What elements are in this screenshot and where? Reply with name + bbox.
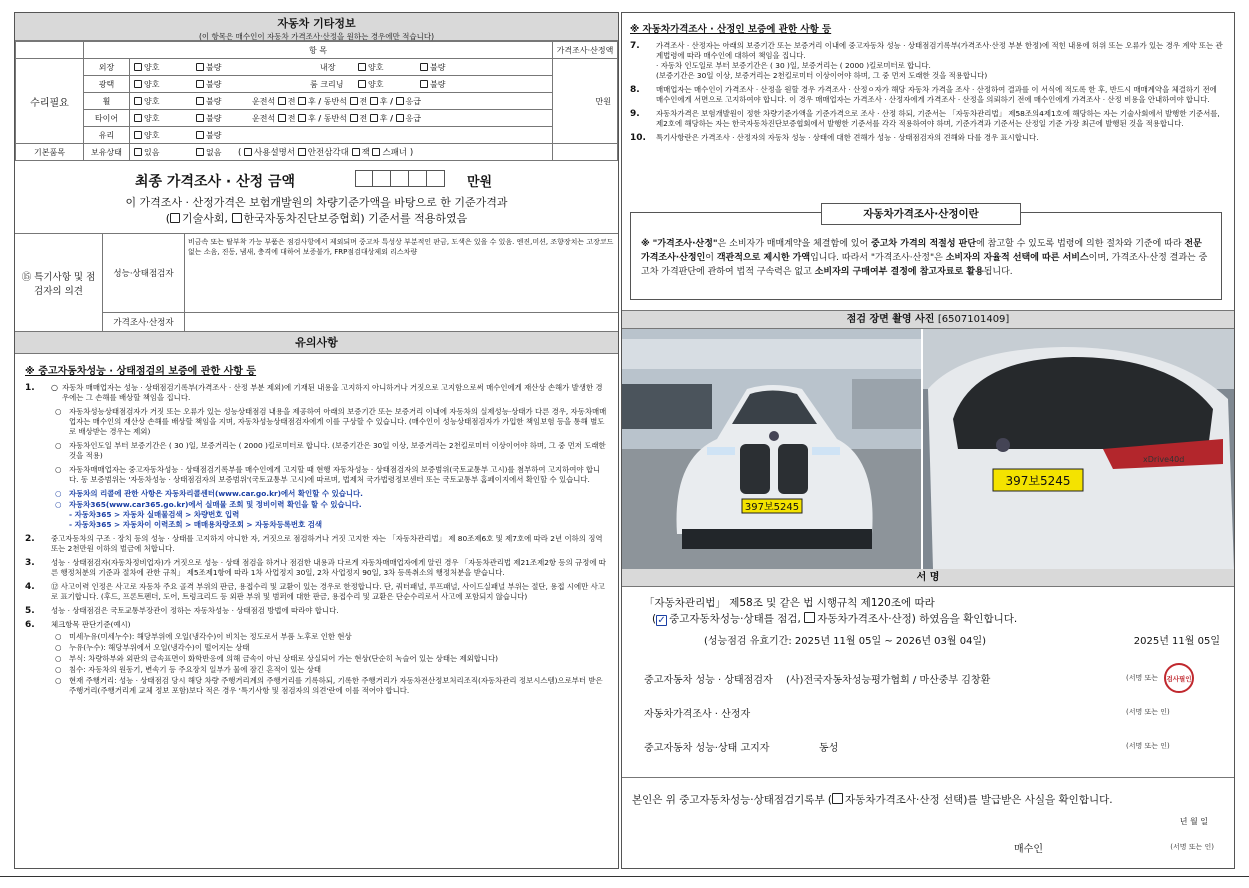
row-owned: 보유상태: [84, 144, 130, 161]
glass-good-checkbox[interactable]: [134, 131, 142, 139]
special-label: ⑮ 특기사항 및 점검자의 의견: [15, 234, 103, 331]
polish-good-checkbox[interactable]: [134, 80, 142, 88]
polish-options: 양호 불량 룸 크리닝 양호 불량: [130, 76, 553, 93]
wheel-emergency-checkbox[interactable]: [396, 97, 404, 105]
notifier-sign-row: 중고자동차 성능·상태 고지자 동성 (서명 또는 인): [644, 729, 1220, 763]
row-wheel: 휠: [84, 93, 130, 110]
appraise-checkbox[interactable]: [804, 612, 815, 623]
inspect-checkbox[interactable]: ✓: [657, 615, 666, 626]
glass-bad-checkbox[interactable]: [196, 131, 204, 139]
row-tire: 타이어: [84, 110, 130, 127]
owned-yes-checkbox[interactable]: [134, 148, 142, 156]
tire-good-checkbox[interactable]: [134, 114, 142, 122]
wheel-options: 양호 불량 운전석 전 후 / 동반석 전 후 / 응급: [130, 93, 553, 110]
other-info-subtitle: (이 항목은 매수인이 자동차 가격조사·산정을 원하는 경우에만 적습니다): [198, 32, 435, 41]
wheel-good-checkbox[interactable]: [134, 97, 142, 105]
sign-date: 2025년 11월 05일: [1133, 636, 1220, 647]
buyer-date: 년 월 일: [1179, 817, 1208, 826]
car365-link[interactable]: ○ 자동차365(www.car365.go.kr)에서 실매물 조회 및 정비이력 확인을 할 수 있습니다.: [55, 500, 362, 509]
row-room: 룸 크리닝: [310, 80, 344, 89]
guarantee-title: ※ 중고자동차성능 · 상태점검의 보증에 관한 사항 등: [25, 366, 257, 377]
owned-options: 있음 없음 ( 사용설명서 안전삼각대 잭 스패너 ): [130, 144, 553, 161]
exterior-good-checkbox[interactable]: [134, 63, 142, 71]
rear-car-photo: [923, 329, 1234, 569]
final-price-boxes[interactable]: [355, 170, 445, 187]
inspector-name: (사)전국자동차성능평가협회 / 마산중부 김창환: [786, 674, 991, 686]
row-glass: 유리: [84, 127, 130, 144]
wheel-pass-front-checkbox[interactable]: [350, 97, 358, 105]
price-guarantee-section: ※ 자동차가격조사 · 산정인 보증에 관한 사항 등 7. 가격조사 · 산정자는 아래의 보증기간 또는 보증거리 이내에 중고자동차 성능 · 상태점검기록부(가격조사·산정 부분 한정)에 적힌 내용에 허위 또는 오류가 있는 경우 계약 또는 관계법령에 따라 매수인에 대하여 책임을 집니다. · 자동차 인도일로 부터 보증기간은 ( 30 )일, 보증거리는 ( 2000 )킬로미터로 합니다. (보증기간은 30일 이상, 보증거리는 2천킬로미터 이상이어야 하며, 그 중 먼저 도래한 것을 적용합니다) 8. 매매업자는 매수인이 가격조사 · 산정을 원할 경우 가격조사 · 산정ㅇ자가 해당 자동차 가격을 조사 · 산정하여 결과를 이 서식에 적도록 한 후, 반드시 매매계약을 체결하기 전에 매수인에게 서면으로 고지하여야 합니다. 이 경우 매매업자는 가격조사 · 산정자에게 가격조사 · 산정을 의뢰하기 전에 매수인에게 가격조사 · 산정 비용을 안내하여야 합니다. 9. 자동차가격은 보험개발원이 정한 차량기준가액을 기준가격으로 조사 · 산정 하되, 기준서는 「자동차관리법」 제58조의4제1호에 해당하는 자는 기술사회에서 발행한 기준서를, 제2호에 해당하는 자는 한국자동차진단보증협회에서 발행한 기준서를 각각 적용하여야 하며, 기준가격과 기준서는 산정일 기준 가장 최근에 발행된 것을 적용합니다. 10. 특기사항란은 가격조사 · 산정자의 자동차 성능 · 상태에 대한 견해가 성능 · 상태점검자의 견해와 다를 경우 표시합니다. 자동차가격조사·산정이란 ※ "가격조사·산정"은 소비자가 매매계약을 체결함에 있어 중고차 가격의 적절성 판단에 참고할 수 있도록 법령에 의한 절차와 기준에 따라 전문 가격조사·산정인이 객관적으로 제시한 가액입니다. 따라서 "가격조사·산정"은 소비자의 자율적 선택에 따른 서비스이며, 가격조사·산정 결과는 중고차 가격판단에 관하여 법적 구속력은 없고 소비자의 구매여부 결정에 참고자료로 활용됩니다.: [622, 13, 1234, 311]
valid-period: (성능점검 유효기간: 2025년 11월 05일 ~ 2026년 03월 04일): [704, 636, 987, 647]
definition-box: [630, 208, 1222, 300]
appraiser-sign-row: 자동차가격조사 · 산정자 (서명 또는 인): [644, 708, 1170, 720]
row-polish: 광택: [84, 76, 130, 93]
jack-checkbox[interactable]: [352, 148, 360, 156]
recall-link[interactable]: ○ 자동차의 리콜에 관한 사항은 자동차리콜센터(www.car.go.kr)에서 확인할 수 있습니다.: [55, 489, 363, 498]
triangle-checkbox[interactable]: [298, 148, 306, 156]
left-panel: [14, 12, 619, 869]
notifier-name: 동성: [819, 742, 839, 754]
bottom-rule: [0, 876, 1249, 877]
inspector-label: 성능·상태점검자: [103, 234, 185, 312]
sign-section: 「자동차관리법」 제58조 및 같은 법 시행규칙 제120조에 따라 (✓ 중고자동차성능·상태를 점검, 자동차가격조사·산정) 하였음을 확인합니다. (성능점검 유효기간: 2025년 11월 05일 ~ 2026년 03월 04일) 2025년 11월 05일 중고자동차 성능 · 상태점검자 (사)전국자동차성능평가협회 / 마산중부 김창환 (서명 또는 검사필인 자동차가격조사 · 산정자 (서명 또는 인) 중고자동차 성능·상태 고지자 동성 (서명 또는 인): [622, 587, 1234, 778]
row-interior: 내장: [320, 63, 336, 72]
front-plate: 397보5245: [744, 502, 800, 513]
room-bad-checkbox[interactable]: [420, 80, 428, 88]
tech-society-checkbox[interactable]: [170, 213, 180, 223]
right-panel: [621, 12, 1235, 869]
tire-bad-checkbox[interactable]: [196, 114, 204, 122]
caution-item-5: 5. 성능 · 상태점검은 국토교통부장관이 정하는 자동차성능 · 상태점검 방법에 따라야 합니다.: [25, 606, 339, 616]
buyer-section: 본인은 위 중고자동차성능·상태점검기록부 ( 자동차가격조사·산정 선택)를 발급받은 사실을 확인합니다. 년 월 일 매수인 (서명 또는 인): [632, 794, 1214, 855]
caution-item-3: 3. 성능 · 상태점검자(자동차정비업자)가 거짓으로 성능 · 상태 점검을 하거나 점검한 내용과 다르게 자동차매매업자에게 알린 경우 「자동차관리법 제21조제2항 등의 규정에 따른 행정처분의 기준과 절차에 관한 규칙」 제5조제1항에 따라 1차 사업정지 30일, 2차 사업정지 90일, 3차 등록취소의 행정처분을 받습니다.: [25, 558, 606, 577]
spanner-checkbox[interactable]: [372, 148, 380, 156]
interior-good-checkbox[interactable]: [358, 63, 366, 71]
photo-row: [622, 329, 1234, 569]
row-exterior: 외장: [84, 59, 130, 76]
tire-driver-rear-checkbox[interactable]: [298, 114, 306, 122]
special-notes: [15, 234, 618, 332]
front-car-image: [622, 329, 923, 569]
basic-label: 기본품목: [16, 144, 84, 161]
tire-options: 양호 불량 운전석 전 후 / 동반석 전 후 / 응급: [130, 110, 553, 127]
rear-model-badge: xDrive40d: [1143, 455, 1185, 464]
caution-body: ※ 중고자동차성능 · 상태점검의 보증에 관한 사항 등 1. ○ 자동차 매매업자는 성능 · 상태점검기록부(가격조사 · 산정 부분 제외)에 기재된 내용을 고지하지 아니하거나 거짓으로 고지함으로써 매수인에게 재산상 손해가 발생한 경우에는 그 손해를 배상할 책임을 집니다. ○ 자동차성능상태점검자가 거짓 또는 오류가 있는 성능상태점검 내용을 제공하여 아래의 보증기간 또는 보증거리 이내에 자동차의 실제성능·상태가 다른 경우, 자동차매매업자는 매수인의 재산상 손해를 배상할 책임을 지며, 자동차성능상태점검자에게 이를 구상할 수 있습니다. (매수인이 성능상태점검자가 가입한 책임보험 등을 통해 별도로 배상받는 경우는 제외) ○ 자동차인도일 부터 보증기간은 ( 30 )일, 보증거리는 ( 2000 )킬로미터로 합니다. (보증기간은 30일 이상, 보증거리는 2천킬로미터 이상이어야 하며, 그 중 먼저 도래한 것을 적용) ○ 자동차매매업자는 중고자동차성능 · 상태점검기록부를 매수인에게 고지할 때 현행 자동차성능 · 상태점검자의 보증범위(국토교통부 고시)를 첨부하여 고지하여야 합니다. 동 보증범위는 '자동차성능 · 상태점검자의 보증범위'(국토교통부 고시)에 따르며, 법제처 국가법령정보센터 또는 국토교통부 홈페이지에서 확인할 수 있습니다. ○ 자동차의 리콜에 관한 사항은 자동차리콜센터(www.car.go.kr)에서 확인할 수 있습니다. ○ 자동차365(www.car365.go.kr)에서 실매물 조회 및 정비이력 확인을 할 수 있습니다. - 자동차365 > 자동차 실매물검색 > 차량번호 입력 - 자동차365 > 자동차이 이력조회 > 매매용차량조회 > 자동차등록번호 검색 2. 중고자동차의 구조 · 장치 등의 성능 · 상태를 고지하지 아니한 자, 거짓으로 점검하거나 거짓 고지한 자는 「자동차관리법」 제 80조제6호 및 제7호에 따라 2년 이하의 징역 또는 2천만원 이하의 벌금에 처합니다. 3. 성능 · 상태점검자(자동차정비업자)가 거짓으로 성능 · 상태 점검을 하거나 점검한 내용과 다르게 자동차매매업자에게 알린 경우 「자동차관리법 제21조제2항 등의 규정에 따른 행정처분의 기준과 절차에 관한 규칙」 제5조제1항에 따라 1차 사업정지 30일, 2차 사업정지 90일, 3차 등록취소의 행정처분을 받습니다. 4. ⑫ 사고이력 인정은 사고로 자동차 주요 골격 부위의 판금, 용접수리 및 교환이 있는 경우로 한정합니다. 단, 쿼터패널, 루프패널, 사이드실패널 부위는 절단, 용접 시에만 사고로 표기합니다. (후드, 프론트펜더, 도어, 트렁크리드 등 외판 부위 및 범퍼에 대한 판금, 용접수리 및 교환은 단순수리로서 사고에 포함되지 않습니다) 5. 성능 · 상태점검은 국토교통부장관이 정하는 자동차성능 · 상태점검 방법에 따라야 합니다. 6. 체크항목 판단기준(예시) ○ 미세누유(미세누수): 해당부위에 오일(냉각수)이 비치는 정도로서 부품 노후로 인한 현상 ○ 누유(누수): 해당부위에서 오일(냉각수)이 떨어지는 상태 ○ 부식: 차량하부와 외판의 금속표면이 화학반응에 의해 금속이 아닌 상태로 상실되어 가는 현상(단순히 녹슬어 있는 상태는 제외합니다) ○ 침수: 자동차의 원동기, 변속기 등 주요장치 일부가 물에 잠긴 흔적이 있는 상태 ○ 현재 주행거리: 성능 · 상태점검 당시 해당 차량 주행거리계의 주행거리를 기록하되, 기록한 주행거리가 자동차전산정보처리조직(자동차관리 정보시스템)으로부터 받은 주행거리(주행거리계 교체 정보 포함)보다 적은 경우 '특기사항 및 점검자의 의견'란에 이를 적어야 합니다.: [15, 354, 618, 696]
wheel-bad-checkbox[interactable]: [196, 97, 204, 105]
tire-driver-front-checkbox[interactable]: [278, 114, 286, 122]
appraiser-opinion[interactable]: [185, 313, 618, 331]
sign-header: 서 명: [622, 569, 1234, 587]
appraiser-label: 가격조사·산정자: [103, 313, 185, 331]
photo-header: [622, 311, 1234, 329]
caution-item-6: 6. 체크항목 판단기준(예시): [25, 620, 131, 630]
buyer-appraise-checkbox[interactable]: [832, 793, 843, 804]
price-unit: 만원: [553, 59, 618, 144]
tire-pass-rear-checkbox[interactable]: [370, 114, 378, 122]
inspection-stamp: 검사필인: [1164, 663, 1194, 693]
rear-car-image: [923, 329, 1234, 569]
price-guarantee-title: ※ 자동차가격조사 · 산정인 보증에 관한 사항 등: [630, 24, 832, 35]
glass-options: 양호 불량: [130, 127, 553, 144]
other-info-table: [15, 41, 618, 161]
caution-header: 유의사항: [15, 332, 618, 354]
other-info-header: [15, 13, 618, 41]
final-price-unit: 만원: [467, 175, 493, 190]
polish-bad-checkbox[interactable]: [196, 80, 204, 88]
buyer-label: 매수인: [1014, 844, 1043, 855]
room-good-checkbox[interactable]: [358, 80, 366, 88]
final-price-section: 최종 가격조사 · 산정 금액 만원 이 가격조사 · 산정가격은 보험개발원의 차량기준가액을 바탕으로 한 기준가격과 ( 기술사회, 한국자동차진단보증협회) 기준서를 적용하였음: [15, 161, 618, 234]
special-text: 비금속 또는 탈부착 가능 부품은 점검사항에서 제외되며 중고차 특성상 부분적인 판금, 도색은 있을 수 있음. 엔진,미션, 조향장치는 고장코드없는 소음, 진동, 냄새, 충격에 대하여 보증불가, FRP점검대상제외 리스차량: [188, 238, 614, 256]
manual-checkbox[interactable]: [244, 148, 252, 156]
caution-item-1: 1. ○ 자동차 매매업자는 성능 · 상태점검기록부(가격조사 · 산정 부분 제외)에 기재된 내용을 고지하지 아니하거나 거짓으로 고지함으로써 매수인에게 재산상 손해가 발생한 경우에는 그 손해를 배상할 책임을 집니다.: [25, 383, 603, 402]
definition-text: ※ "가격조사·산정"은 소비자가 매매계약을 체결함에 있어 중고차 가격의 적절성 판단에 참고할 수 있도록 법령에 의한 절차와 기준에 따라 전문 가격조사·산정인이 객관적으로 제시한 가액입니다. 따라서 "가격조사·산정"은 소비자의 자율적 선택에 따른 서비스이며, 가격조사·산정 결과는 중고차 가격판단에 관하여 법적 구속력은 없고 소비자의 구매여부 결정에 참고자료로 활용됩니다.: [641, 239, 1208, 277]
exterior-options: 양호 불량 내장 양호 불량: [130, 59, 553, 76]
caution-item-4: 4. ⑫ 사고이력 인정은 사고로 자동차 주요 골격 부위의 판금, 용접수리 및 교환이 있는 경우로 한정합니다. 단, 쿼터패널, 루프패널, 사이드실패널 부위는 절단, 용접 시에만 사고로 표기합니다. (후드, 프론트펜더, 도어, 트렁크리드 등 외판 부위 및 범퍼에 대한 판금, 용접수리 및 교환은 단순수리로서 사고에 포함되지 않습니다): [25, 582, 605, 601]
diag-assoc-checkbox[interactable]: [232, 213, 242, 223]
other-info-title: 자동차 기타정보: [277, 17, 356, 30]
price-header: 가격조사·산정액: [553, 42, 618, 59]
exterior-bad-checkbox[interactable]: [196, 63, 204, 71]
tire-emergency-checkbox[interactable]: [396, 114, 404, 122]
wheel-driver-rear-checkbox[interactable]: [298, 97, 306, 105]
interior-bad-checkbox[interactable]: [420, 63, 428, 71]
wheel-driver-front-checkbox[interactable]: [278, 97, 286, 105]
caution-item-2: 2. 중고자동차의 구조 · 장치 등의 성능 · 상태를 고지하지 아니한 자, 거짓으로 점검하거나 거짓 고지한 자는 「자동차관리법」 제 80조제6호 및 제7호에 따라 2년 이하의 징역 또는 2천만원 이하의 벌금에 처합니다.: [25, 534, 603, 553]
rear-plate: 397보5245: [1005, 474, 1071, 488]
photo-id: [6507101409]: [937, 314, 1010, 325]
item-header: 항 목: [84, 42, 553, 59]
definition-title: 자동차가격조사·산정이란: [821, 203, 1021, 225]
final-price-title: 최종 가격조사 · 산정 금액: [135, 174, 296, 190]
final-price-desc1: 이 가격조사 · 산정가격은 보험개발원의 차량기준가액을 바탕으로 한 기준가격과: [125, 196, 508, 209]
photo-title: 점검 장면 촬영 사진: [846, 314, 935, 325]
wheel-pass-rear-checkbox[interactable]: [370, 97, 378, 105]
tire-pass-front-checkbox[interactable]: [350, 114, 358, 122]
owned-no-checkbox[interactable]: [196, 148, 204, 156]
sign-line-1: 「자동차관리법」 제58조 및 같은 법 시행규칙 제120조에 따라: [644, 597, 935, 609]
repair-label: 수리필요: [16, 59, 84, 144]
inspector-sign-row: 중고자동차 성능 · 상태점검자 (사)전국자동차성능평가협회 / 마산중부 김창환 (서명 또는 검사필인: [644, 661, 1220, 695]
front-car-photo: [622, 329, 923, 569]
